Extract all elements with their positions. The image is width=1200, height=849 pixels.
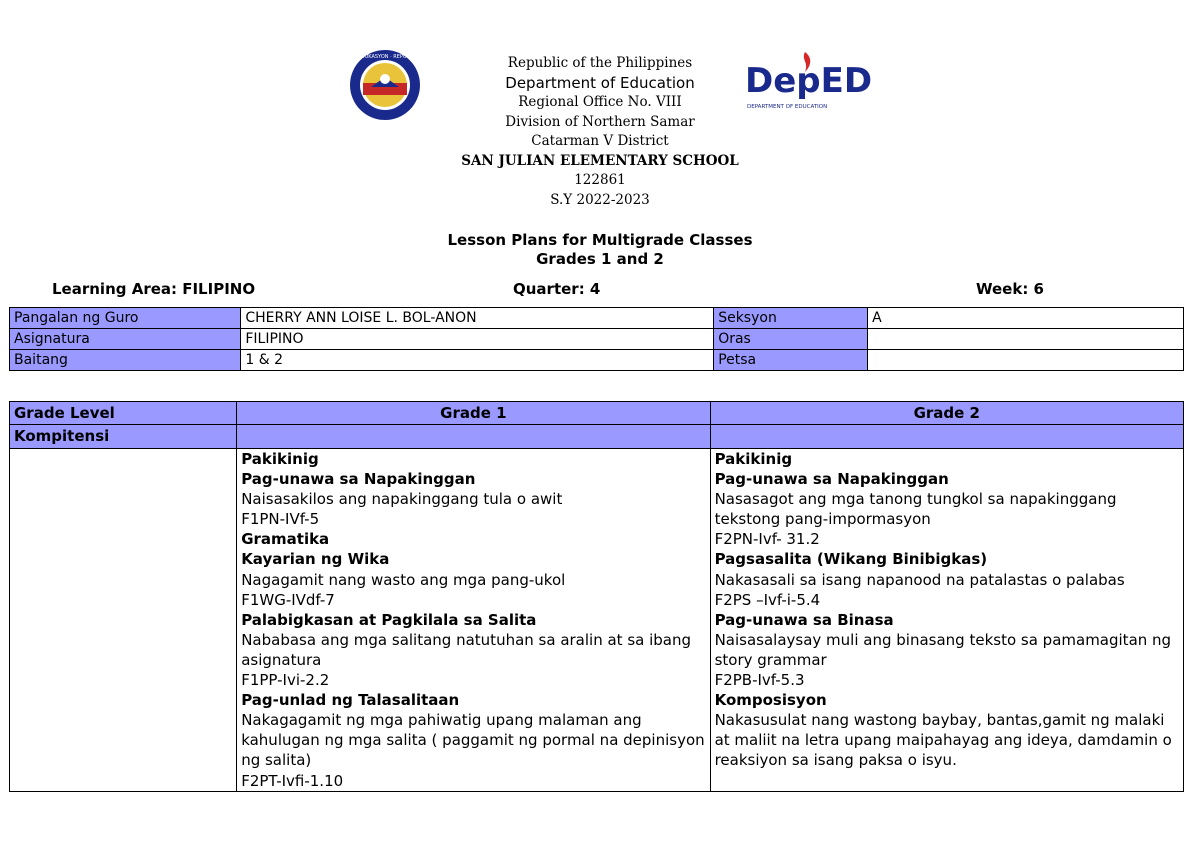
kompitensi-label: Kompitensi xyxy=(10,425,237,449)
deped-wordmark: DepED xyxy=(745,61,873,101)
document-title xyxy=(300,231,900,269)
competency-heading: Palabigkasan at Pagkilala sa Salita xyxy=(241,610,537,629)
kompitensi-row xyxy=(10,425,1184,449)
school-id: 122861 xyxy=(574,172,626,188)
info-row xyxy=(10,350,1184,371)
competency-text: F2PS –Ivf-i-5.4 xyxy=(714,590,821,609)
title-line-1: Lesson Plans for Multigrade Classes xyxy=(447,231,753,249)
competency-text: Nakasasali sa isang napanood na patalastas o palabas xyxy=(714,570,1125,589)
competency-text: Nasasagot ang mga tanong tungkol sa napakinggang tekstong pang-impormasyon xyxy=(714,490,1117,529)
section-label: Seksyon xyxy=(714,308,868,329)
seal-text: KAGAWARAN NG EDUKASYON · REPUBLIKA NG PILIPINAS xyxy=(314,54,456,60)
republic-line: Republic of the Philippines xyxy=(507,55,693,71)
week: Week: 6 xyxy=(976,280,1044,298)
quarter: Quarter: 4 xyxy=(513,280,601,298)
info-row xyxy=(10,308,1184,329)
teacher-label: Pangalan ng Guro xyxy=(10,308,241,329)
competency-text: F1PN-IVf-5 xyxy=(241,510,320,529)
competency-text: F1PP-Ivi-2.2 xyxy=(241,671,330,690)
school-name: SAN JULIAN ELEMENTARY SCHOOL xyxy=(461,152,739,169)
competency-heading: Kayarian ng Wika xyxy=(241,550,390,569)
department-line: Department of Education xyxy=(505,73,695,92)
deped-subtext: DEPARTMENT OF EDUCATION xyxy=(747,104,828,110)
competency-text: F2PN-Ivf- 31.2 xyxy=(714,530,820,549)
competency-content-row xyxy=(10,449,1184,792)
competency-heading: Pagsasalita (Wikang Binibigkas) xyxy=(714,550,988,569)
title-line-2: Grades 1 and 2 xyxy=(536,250,664,268)
subject-label: Asignatura xyxy=(10,329,241,350)
table-header-row xyxy=(10,402,1184,425)
kompitensi-grade1-blank xyxy=(237,425,710,449)
learning-area: Learning Area: FILIPINO xyxy=(52,280,256,298)
grade-value: 1 & 2 xyxy=(241,350,714,371)
grade-level-header: Grade Level xyxy=(10,402,237,425)
competency-level-cell xyxy=(10,449,237,792)
competency-text: Nagagamit nang wasto ang mga pang-ukol xyxy=(241,570,566,589)
competency-heading: Pag-unawa sa Napakinggan xyxy=(714,470,949,489)
grade2-competencies xyxy=(710,449,1183,792)
competency-heading: Pakikinig xyxy=(714,450,793,468)
grade2-header: Grade 2 xyxy=(710,402,1183,425)
teacher-value: CHERRY ANN LOISE L. BOL-ANON xyxy=(241,308,714,329)
school-year: S.Y 2022-2023 xyxy=(550,191,650,208)
competency-heading: Pag-unawa sa Binasa xyxy=(714,610,894,629)
info-row xyxy=(10,329,1184,350)
competency-text: F2PT-Ivfi-1.10 xyxy=(241,771,344,790)
competency-heading: Pag-unlad ng Talasalitaan xyxy=(241,691,460,710)
grade-label: Baitang xyxy=(10,350,241,371)
letterhead xyxy=(420,54,780,210)
competency-text: F1WG-IVdf-7 xyxy=(241,590,335,609)
teacher-info-table xyxy=(9,307,1184,371)
competency-heading: Pakikinig xyxy=(241,450,319,468)
competency-heading: Gramatika xyxy=(241,530,330,549)
time-label: Oras xyxy=(714,329,868,350)
grade1-competencies xyxy=(237,449,710,792)
date-label: Petsa xyxy=(714,350,868,371)
region-line: Regional Office No. VIII xyxy=(518,94,682,110)
section-value: A xyxy=(868,308,1184,329)
competency-text: F2PB-Ivf-5.3 xyxy=(714,671,805,690)
deped-seal-logo xyxy=(314,49,456,121)
competency-table xyxy=(9,401,1184,792)
competency-heading: Pag-unawa sa Napakinggan xyxy=(241,470,476,489)
competency-text: Nababasa ang mga salitang natutuhan sa aralin at sa ibang asignatura xyxy=(241,630,692,669)
competency-text: Naisasalaysay muli ang binasang teksto sa pamamagitan ng story grammar xyxy=(714,630,1172,669)
date-value xyxy=(868,350,1184,371)
competency-text: Nakagagamit ng mga pahiwatig upang malaman ang kahulugan ng mga salita ( paggamit ng pormal na depinisyon ng salita) xyxy=(241,711,705,770)
grade1-header: Grade 1 xyxy=(237,402,710,425)
subject-value: FILIPINO xyxy=(241,329,714,350)
competency-text: Naisasakilos ang napakinggang tula o awit xyxy=(241,490,563,509)
competency-heading: Komposisyon xyxy=(714,691,827,710)
district-line: Catarman V District xyxy=(531,133,669,149)
kompitensi-grade2-blank xyxy=(710,425,1183,449)
division-line: Division of Northern Samar xyxy=(505,113,695,130)
time-value xyxy=(868,329,1184,350)
competency-text: Nakasusulat nang wastong baybay, bantas,gamit ng malaki at maliit na letra upang maipahayag ang ideya, damdamin o reaksiyon sa isang paksa o isyu. xyxy=(714,711,1172,770)
